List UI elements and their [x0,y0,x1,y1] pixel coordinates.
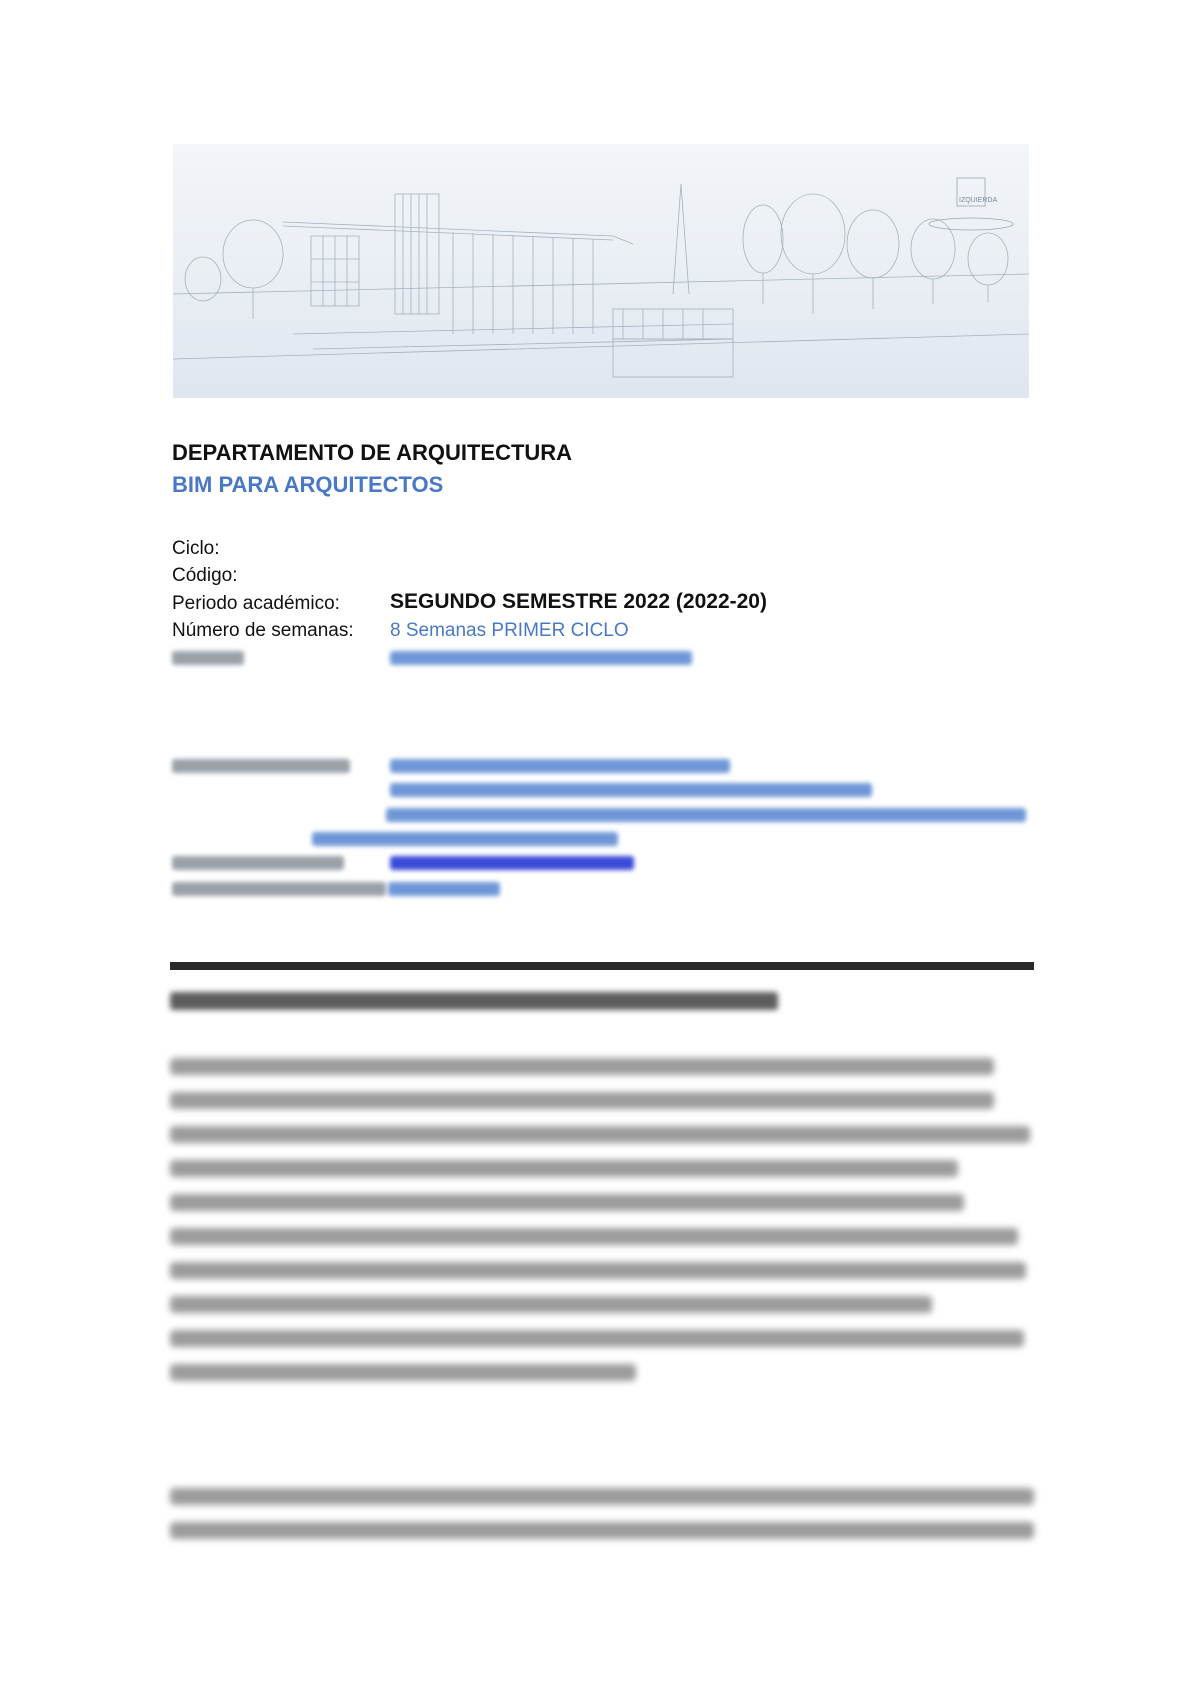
professor-degree-redacted [390,783,872,797]
horario-label-redacted [172,651,244,665]
section-divider [170,962,1034,970]
paragraph-line [170,1522,1034,1539]
professor-degree2-redacted [386,808,1026,822]
paragraph-line [170,1092,994,1109]
codigo-label: Código: [172,565,238,586]
semanas-label: Número de semanas: [172,620,354,641]
section-heading-redacted [170,992,778,1010]
paragraph-line [170,1194,964,1211]
paragraph-line [170,1160,958,1177]
paragraph-line [170,1228,1018,1245]
attention-value-redacted [388,882,500,896]
architectural-sketch-icon [173,144,1029,398]
paragraph-line [170,1058,994,1075]
banner-logo-text: IZQUIERDA [959,197,998,204]
paragraph-line [170,1488,1034,1505]
course-title: BIM PARA ARQUITECTOS [172,472,444,497]
ciclo-label: Ciclo: [172,538,220,559]
paragraph-line [170,1330,1024,1347]
horario-value-redacted [390,651,692,665]
paragraph-line [170,1262,1026,1279]
periodo-value: SEGUNDO SEMESTRE 2022 (2022-20) [390,590,767,613]
periodo-label: Periodo académico: [172,593,340,614]
paragraph-line [170,1296,932,1313]
semanas-value: 8 Semanas PRIMER CICLO [390,620,629,641]
professor-label-redacted [172,759,350,773]
header-banner-image [173,144,1029,398]
professor-degree3-redacted [312,832,618,846]
department-title: DEPARTAMENTO DE ARQUITECTURA [172,440,573,465]
paragraph-line [170,1126,1030,1143]
paragraph-line [170,1364,636,1381]
email-label-redacted [172,856,344,870]
email-link-redacted[interactable] [390,856,634,870]
attention-label-redacted [172,882,386,896]
professor-name-redacted [390,759,730,773]
